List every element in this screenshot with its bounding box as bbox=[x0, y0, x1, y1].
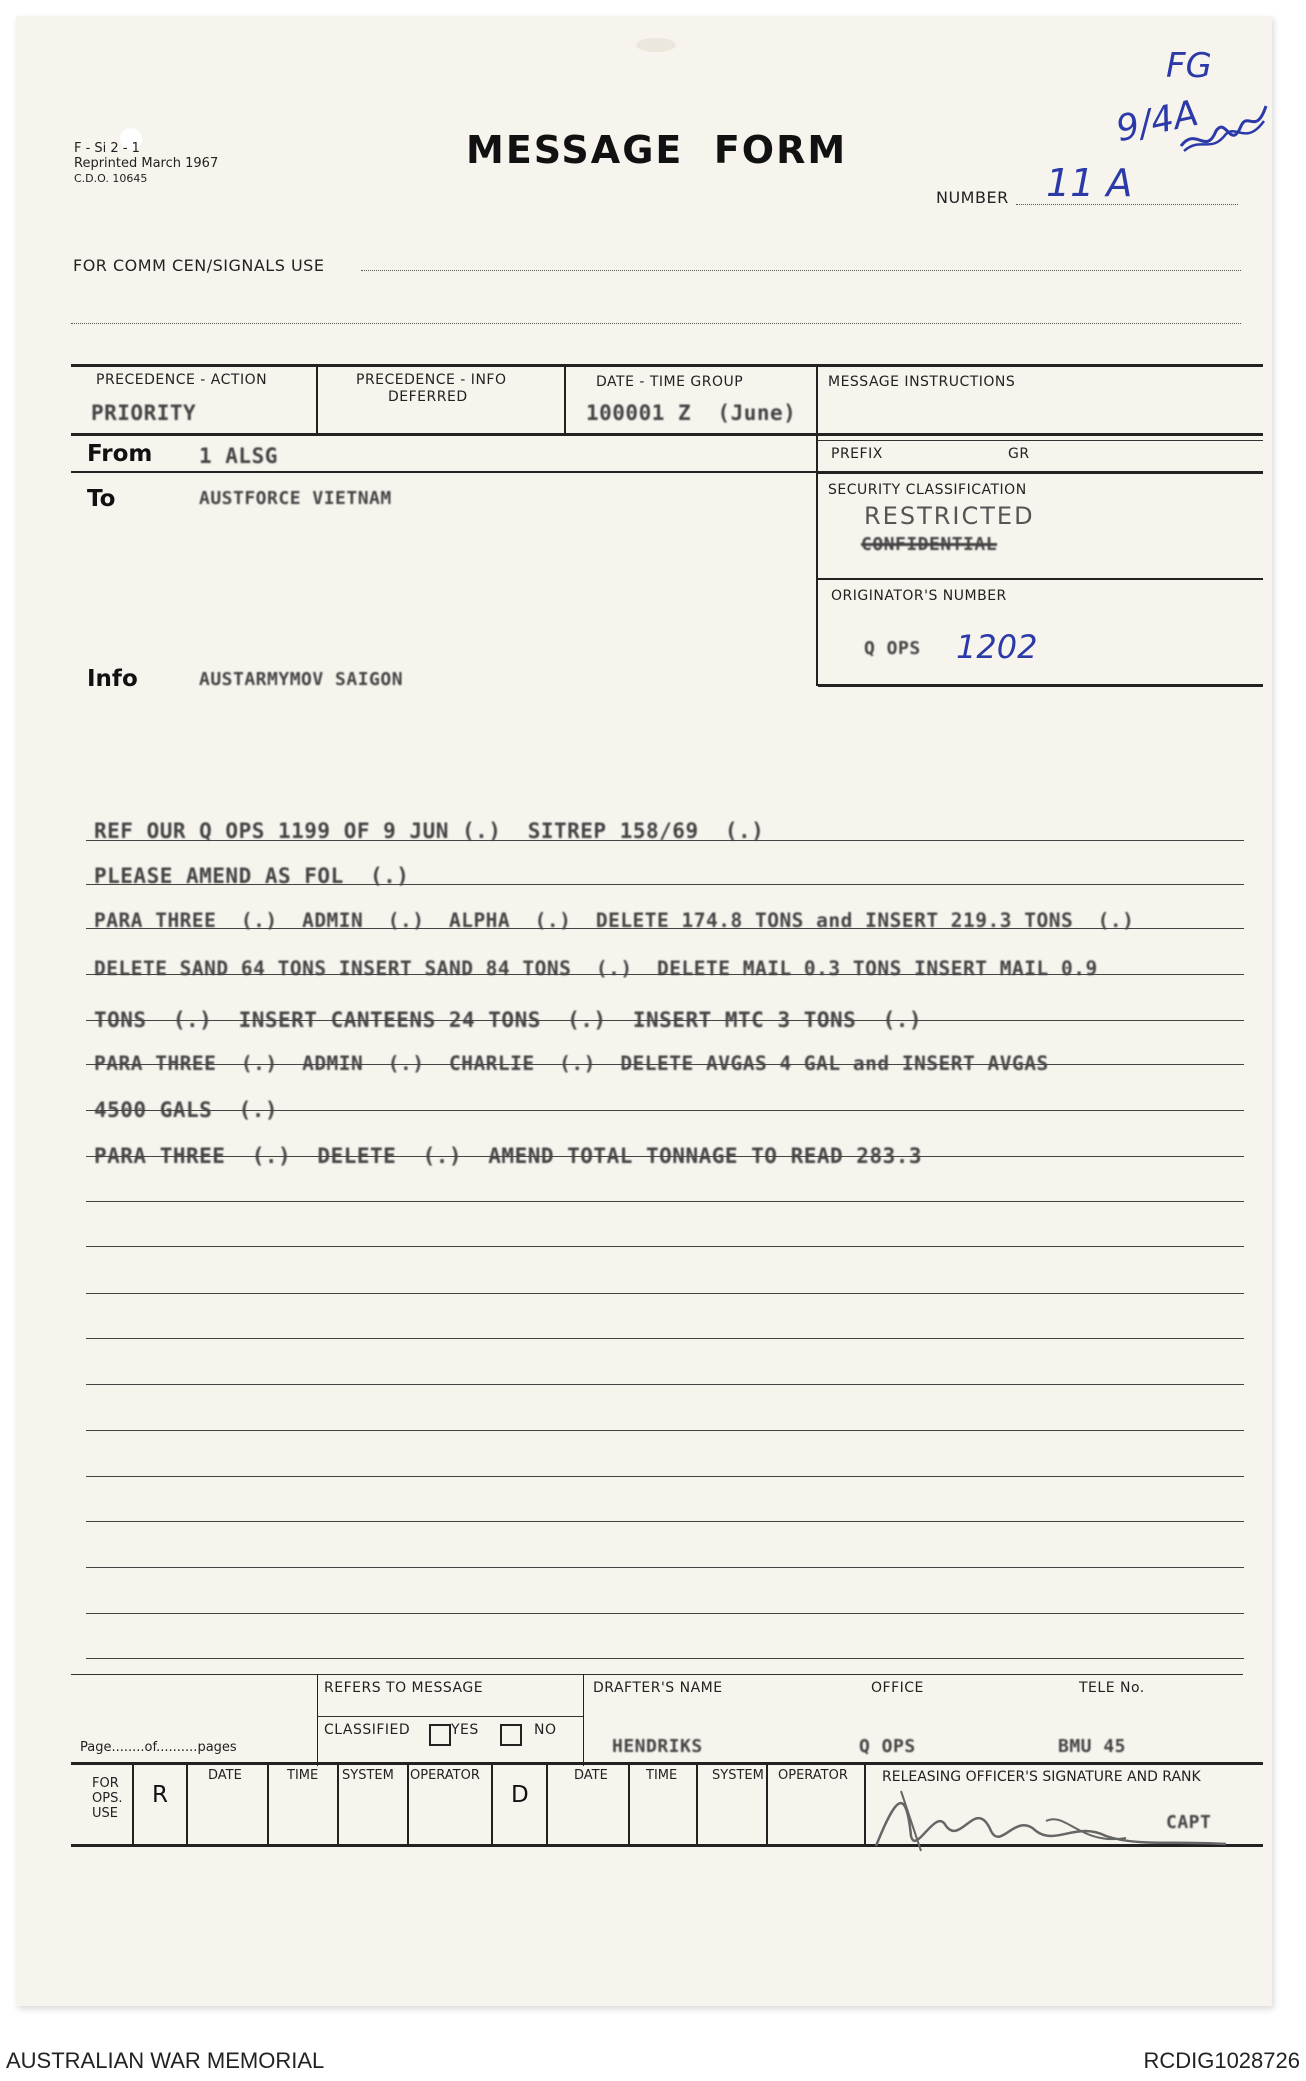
classified-label: CLASSIFIED bbox=[324, 1722, 411, 1738]
body-line-3: PARA THREE (.) ADMIN (.) ALPHA (.) DELETE 174.8 TONS and INSERT 219.3 TONS (.) bbox=[94, 909, 1135, 932]
from-label: From bbox=[87, 441, 153, 467]
tele-value: BMU 45 bbox=[1058, 1736, 1127, 1757]
security-value: RESTRICTED bbox=[864, 502, 1035, 530]
ops-vrule bbox=[186, 1762, 188, 1846]
rank-value: CAPT bbox=[1166, 1812, 1212, 1833]
body-line-7: 4500 GALS (.) bbox=[94, 1098, 279, 1122]
classified-no-label: NO bbox=[534, 1722, 557, 1738]
precedence-info-value: DEFERRED bbox=[388, 389, 468, 405]
body-rule bbox=[86, 1246, 1244, 1247]
ops-vrule bbox=[628, 1762, 630, 1846]
body-rule bbox=[86, 1567, 1244, 1568]
to-label: To bbox=[87, 486, 116, 512]
body-line-6: PARA THREE (.) ADMIN (.) CHARLIE (.) DELETE AVGAS 4 GAL and INSERT AVGAS bbox=[94, 1052, 1049, 1075]
number-value: 11 A bbox=[1046, 161, 1133, 205]
classified-yes-checkbox[interactable] bbox=[429, 1724, 451, 1746]
office-label: OFFICE bbox=[871, 1680, 924, 1696]
drafter-label: DRAFTER'S NAME bbox=[593, 1680, 723, 1696]
handwriting-folio: 9/4A bbox=[1112, 92, 1202, 151]
originator-typed: Q OPS bbox=[864, 638, 921, 659]
prefix-label: PREFIX bbox=[831, 446, 883, 462]
vrule-2 bbox=[564, 364, 566, 434]
body-line-2: PLEASE AMEND AS FOL (.) bbox=[94, 864, 410, 888]
number-label: NUMBER bbox=[936, 188, 1009, 207]
col-operator-1: OPERATOR bbox=[410, 1768, 480, 1783]
body-rule bbox=[86, 1476, 1244, 1477]
ops-vrule bbox=[696, 1762, 698, 1846]
to-value: AUSTFORCE VIETNAM bbox=[199, 488, 392, 509]
message-form-sheet bbox=[16, 16, 1272, 2006]
header-mid-rule bbox=[71, 433, 1263, 436]
ops-vrule bbox=[766, 1762, 768, 1846]
handwriting-scribble bbox=[1176, 96, 1271, 166]
classified-no-checkbox[interactable] bbox=[500, 1724, 522, 1746]
gr-label: GR bbox=[1008, 446, 1030, 462]
header-top-rule bbox=[71, 364, 1263, 367]
body-line-8: PARA THREE (.) DELETE (.) AMEND TOTAL TONNAGE TO READ 283.3 bbox=[94, 1144, 923, 1168]
punch-hole-top bbox=[636, 38, 676, 52]
body-rule bbox=[86, 1658, 1244, 1659]
ops-vrule bbox=[546, 1762, 548, 1846]
releasing-label: RELEASING OFFICER'S SIGNATURE AND RANK bbox=[882, 1769, 1201, 1785]
for-ops-use-label: FOR OPS. USE bbox=[92, 1776, 123, 1821]
from-value: 1 ALSG bbox=[199, 444, 278, 468]
col-date-1: DATE bbox=[208, 1768, 242, 1783]
footer-right: RCDIG1028726 bbox=[1143, 2048, 1300, 2073]
precedence-action-value: PRIORITY bbox=[91, 401, 197, 425]
form-code-line3: C.D.O. 10645 bbox=[74, 172, 148, 185]
body-rule bbox=[86, 1613, 1244, 1614]
col-time-2: TIME bbox=[646, 1768, 678, 1783]
header-bottom-rule bbox=[818, 684, 1263, 687]
handwriting-fg: FG bbox=[1166, 46, 1212, 86]
col-time-1: TIME bbox=[287, 1768, 319, 1783]
d-label: D bbox=[511, 1782, 529, 1808]
body-rule bbox=[86, 1521, 1244, 1522]
security-struck-value: CONFIDENTIAL bbox=[861, 534, 998, 555]
vrule-1 bbox=[316, 364, 318, 434]
refers-mid-rule bbox=[317, 1716, 583, 1717]
originator-rule bbox=[818, 578, 1263, 580]
precedence-action-label: PRECEDENCE - ACTION bbox=[96, 372, 268, 388]
dtg-label: DATE - TIME GROUP bbox=[596, 374, 744, 390]
footer-left: AUSTRALIAN WAR MEMORIAL bbox=[6, 2048, 325, 2073]
ops-vrule bbox=[267, 1762, 269, 1846]
from-rule bbox=[71, 471, 831, 473]
classified-yes-label: YES bbox=[451, 1722, 479, 1738]
comm-cen-label: FOR COMM CEN/SIGNALS USE bbox=[73, 256, 325, 275]
security-label: SECURITY CLASSIFICATION bbox=[828, 482, 1027, 498]
body-line-5: TONS (.) INSERT CANTEENS 24 TONS (.) INSERT MTC 3 TONS (.) bbox=[94, 1008, 923, 1032]
instr-sub-rule bbox=[818, 440, 1263, 441]
form-code-line2: Reprinted March 1967 bbox=[74, 156, 219, 171]
msg-instructions-label: MESSAGE INSTRUCTIONS bbox=[828, 374, 1016, 390]
info-value: AUSTARMYMOV SAIGON bbox=[199, 669, 404, 690]
precedence-info-label: PRECEDENCE - INFO bbox=[356, 372, 507, 388]
comm-cen-line-2 bbox=[71, 321, 1241, 324]
comm-cen-line-1 bbox=[361, 268, 1241, 271]
page-of-pages: Page........of..........pages bbox=[80, 1740, 237, 1755]
col-operator-2: OPERATOR bbox=[778, 1768, 848, 1783]
ops-vrule bbox=[132, 1762, 134, 1846]
bottom-top-rule bbox=[71, 1674, 1243, 1675]
originator-hand: 1202 bbox=[956, 628, 1038, 666]
body-rule bbox=[86, 1430, 1244, 1431]
drafter-value: HENDRIKS bbox=[612, 1736, 703, 1757]
ops-top-rule bbox=[71, 1762, 1263, 1765]
ops-vrule bbox=[491, 1762, 493, 1846]
info-label: Info bbox=[87, 666, 138, 692]
body-rule bbox=[86, 1338, 1244, 1339]
body-rule bbox=[86, 1384, 1244, 1385]
col-system-1: SYSTEM bbox=[342, 1768, 394, 1783]
refers-left-rule bbox=[317, 1674, 318, 1766]
body-line-1: REF OUR Q OPS 1199 OF 9 JUN (.) SITREP 158/69 (.) bbox=[94, 819, 765, 843]
col-date-2: DATE bbox=[574, 1768, 608, 1783]
form-code bbox=[74, 141, 218, 186]
body-rule bbox=[86, 1293, 1244, 1294]
tele-label: TELE No. bbox=[1079, 1680, 1145, 1696]
body-line-4: DELETE SAND 64 TONS INSERT SAND 84 TONS (.) DELETE MAIL 0.3 TONS INSERT MAIL 0.9 bbox=[94, 957, 1098, 980]
originator-label: ORIGINATOR'S NUMBER bbox=[831, 588, 1007, 604]
prefix-rule bbox=[818, 471, 1263, 474]
refers-right-rule bbox=[583, 1674, 584, 1766]
r-label: R bbox=[152, 1782, 168, 1808]
ops-vrule bbox=[407, 1762, 409, 1846]
col-system-2: SYSTEM bbox=[712, 1768, 764, 1783]
form-code-line1: F - Si 2 - 1 bbox=[74, 141, 140, 156]
body-rule bbox=[86, 1201, 1244, 1202]
refers-label: REFERS TO MESSAGE bbox=[324, 1680, 484, 1696]
office-value: Q OPS bbox=[859, 1736, 916, 1757]
ops-vrule bbox=[337, 1762, 339, 1846]
dtg-value: 100001 Z (June) bbox=[586, 401, 797, 425]
vrule-3 bbox=[816, 364, 818, 686]
form-title: MESSAGE FORM bbox=[466, 128, 848, 172]
